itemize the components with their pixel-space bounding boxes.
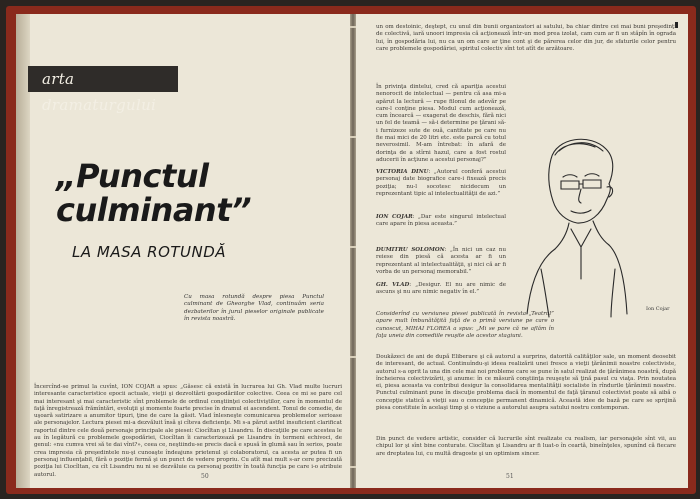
statement: ION COJAR: „Dar este singurul intelectual care apare în piesa aceasta.” bbox=[376, 214, 506, 228]
left-body-text: Încercînd-se primul la cuvînt, ION COJAR a spus: „Găsesc că există în lucrarea lui Gh. Vlad multe lucruri interesante caracteristice epocii actuale, vieţii şi dezvoltării gospodăriilor colective. Ceea ce mi se pare cel mai interesant şi mai caracteristic sînt problemele de ordinul conştiinţei colectiviştilor, care în momentul de faţă înregistrează frămîntări, evoluţii şi momente foarte precise în dramul ei ascendent. Tonul de comedie, de uşoară satirizare a anumitor tipuri, ţine de care la găsit. Vlad înlesneşte comunicarea problemelor serioase ale personajelor. Lectura piesei mi-a dezvăluit însă şi cîteva deficienţe. Mi s-a părut astfel insuficient clarificat raportul dintre cele două personaje principale ale piesei: Ciocîltan şi Lisandru. În discuţiile pe care acestea le au în legătură cu problemele gospodăriei, Ciocîltan îi caracterizează pe Lisandru în termeni echivoci, de genul: «nu cumva vrei să te dai vînt?», ceea ce, neştiindu-se precis dacă e spusă în glumă sau în serios, poate crea impresia că preşedintele nu-şi cunoaşte îndeajuns prietenul şi colaboratorul, ca acesta ar putea fi un personaj influenţabil, fără o poziţie fermă şi un punct de vedere propriu. Cu atît mai mult s-ar cere precizată poziţia lui Ciocîltan, cu cît Lisandru nu ni se dezvăluie ca personaj pozitiv în toată funcţia pe care i-o atribuie autorul. bbox=[34, 384, 342, 478]
statement-text: „În nici un caz nu reiese din piesă că acesta ar fi un reprezentant al intelectualităţii, şi nici că ar fi vorba de un personaj memorabil.” bbox=[376, 247, 506, 275]
left-page bbox=[16, 14, 350, 488]
portrait-sketch bbox=[511, 129, 631, 319]
statement: VICTORIA DINU: „Autorul conferă acestui personaj date biografice care-i fixează precis poziţia; nu-l socotesc nicidecum un reprezentant tipic al intelectualităţii de azi.” bbox=[376, 169, 506, 197]
statement: DUMITRU SOLOMON: „În nici un caz nu reiese din piesă că acesta ar fi un reprezentant al intelectualităţii, şi nici că ar fi vorba de un personaj memorabil.” bbox=[376, 247, 506, 275]
article-intro: Cu masa rotundă despre piesa Punctul culminant de Gheorghe Vlad, continuăm seria dezbaterilor în jurul pieselor originale publicate în revista noastră. bbox=[184, 294, 324, 323]
article-title: „Punctul culminant” bbox=[56, 157, 252, 229]
page-number-left: 50 bbox=[201, 473, 209, 480]
right-lead-text: Considerînd cu versiunea piesei publicată în revista „Teatrul” apare mult îmbunătăţită faţă de o primă versiune pe care o cunoscut, MIHAI FLOREA a spus: „Mi se pare că ne aflăm în faţa uneia din comediile reuşite ale acestor stagiuni. bbox=[376, 311, 554, 339]
statement-text: „Dar este singurul intelectual care apare în piesa aceasta.” bbox=[376, 214, 506, 228]
statement-text: „Desigur. El nu are nimic de ascuns şi nu are nimic negativ în el.” bbox=[376, 282, 506, 296]
section-banner: arta dramaturgului bbox=[28, 66, 178, 92]
sketch-caption: Ion Cojar bbox=[646, 306, 670, 312]
statement-text: „Autorul conferă acestui personaj date biografice care-i fixează precis poziţia; nu-l socotesc nicidecum un reprezentant tipic al intelectualităţii de azi.” bbox=[376, 169, 506, 197]
article-subtitle: LA MASA ROTUNDĂ bbox=[72, 243, 227, 261]
right-top-text: un om destoinic, deştept, cu unul din bunii organizatori ai satului, ba chiar dintre cei mai buni preşedinţi de colectivă, iară unoori impresia că acţionează într-un mod prea izolat, cam cum ar fi un stăpîn în ograda lui, în gospodăria lui, nu ca un om care ar ţine cont şi de părerea celor din jur, de sfaturile celor pentru care problemele gospodăriei, spiritul colectiv sînt tot atît de arzătoare. bbox=[376, 24, 676, 52]
statement: GH. VLAD: „Desigur. El nu are nimic de ascuns şi nu are nimic negativ în el.” bbox=[376, 282, 506, 296]
speaker-name: VICTORIA DINU bbox=[376, 169, 429, 175]
speaker-name: ION COJAR bbox=[376, 214, 413, 220]
right-main-text: Doukăzeci de ani de după Eliberare şi că autorul a surprins, datorită calităţilor sale, un moment deosebit de interesant, de actual. Continuîndu-şi ideea realizării unei fresce a vieţii ţărănimii noastre colectiviste, autorul s-a oprit la una din cele mai noi probleme care se pune în satul realizat de ţărănimea noastră, după încheierea colectivizării, şi anume: în ce măsură conştiinţa reuşeşte să ţină pasul cu viaţa. Prin noutatea ei, piesa aceasta va contribui desigur la consolidarea mentalităţii socialiste în rîndurile ţărănimii noastre. Punctul culminant pune în discuţie problema dacă în momentul de faţă ţăranul colectivist poate să aibă o concepţie statică a vieţii sau o concepţie permanent dinamică. Această idee de bază pe care se sprijină piesa constituie în acelaşi timp şi o viziune a autorului asupra satului nostru contemporan. bbox=[376, 354, 676, 412]
page-number-right: 51 bbox=[506, 473, 514, 480]
speaker-name: GH. VLAD bbox=[376, 282, 410, 288]
book-spread bbox=[6, 6, 696, 494]
right-page bbox=[356, 14, 688, 488]
right-column-text: În privinţa dintelui, cred că apariţia acestui nenorocit de intelectual — pentru că asa mi-a apărut la lectură — rupe filonul de adevăr pe care-l conţine piesa. Modul cum acţionează, cum încearcă — exagerat de deschis, fără nici un fel de teamă — să-i determine pe ţărani să-i furnizeze sute de ouă, cantitate pe care nu fie mai mici de 20 litri etc. este parcă cu totul neverosimil. M-am întrebat: în afară de dorinţa de a stîrni hazul, care a fost rostul aducerii în acţiune a acestui personaj?” bbox=[376, 84, 506, 163]
right-end-text: Din punct de vedere artistic, consider că lucrurile sînt realizate cu realism, iar personajele sînt vii, au chipul lor şi sînt bine conturate. Ciocîltan şi Lisandru ar fi luat-o în ceartă, bineînţeles, spunînd că fiecare are dreptatea lui, cu multă dragoste şi un optimism sincer. bbox=[376, 436, 676, 457]
speaker-name: DUMITRU SOLOMON bbox=[376, 247, 445, 253]
